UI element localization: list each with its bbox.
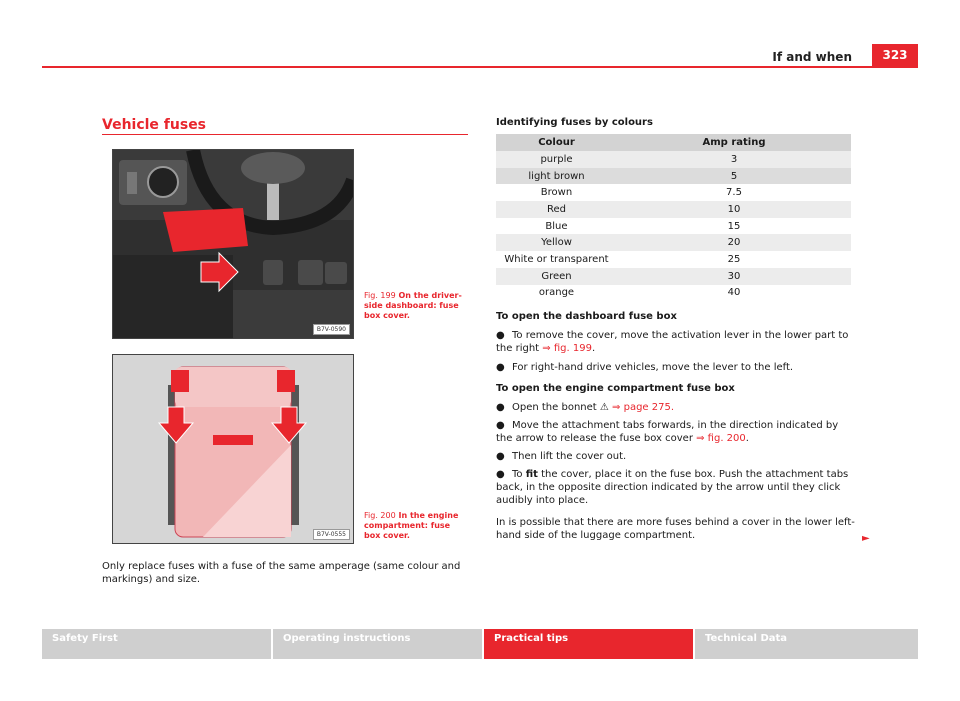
- table-row: [496, 285, 851, 302]
- footer-tab-safety-first[interactable]: Safety First: [42, 629, 271, 659]
- column-header-colour: Colour: [496, 134, 617, 151]
- dashboard-heading: To open the dashboard fuse box: [496, 311, 677, 322]
- figure-engine-fuse-box: [112, 354, 354, 544]
- chapter-title: If and when: [772, 50, 852, 64]
- amp-cell: 7.5: [726, 187, 742, 199]
- page-number: 323: [872, 44, 918, 66]
- fuse-colour-table: [496, 134, 851, 301]
- figure-dashboard-fuse-box: [112, 149, 354, 339]
- caption-text: In the engine compartment: fuse box cover.: [364, 511, 459, 540]
- engine-step-3: [496, 450, 856, 463]
- colour-cell: Green: [496, 268, 617, 285]
- amp-cell: 30: [617, 268, 851, 285]
- table-row: [496, 268, 851, 285]
- colour-cell: purple: [496, 151, 617, 168]
- section-title: Vehicle fuses: [102, 117, 207, 133]
- engine-step-1: [496, 401, 856, 414]
- amp-cell: 25: [727, 253, 741, 265]
- step-text-post: the cover, place it on the fuse box. Push the attachment tabs back, in the opposite direction indicated by the arrow until they click audibly into place.: [496, 469, 849, 506]
- bullet-icon: ●: [496, 330, 505, 341]
- step-text: Open the bonnet: [512, 402, 597, 413]
- luggage-compartment-note: In is possible that there are more fuses behind a cover in the lower left-hand side of the luggage compartment.: [496, 517, 855, 541]
- figure-caption: [364, 511, 468, 541]
- figure-code: B7V-0590: [313, 324, 350, 335]
- bullet-icon: ●: [496, 469, 505, 480]
- dashboard-step-1: ● To remove the cover, move the activation lever in the lower part to the right ⇒ fig. 199.: [496, 330, 849, 354]
- colour-cell: light brown: [496, 168, 617, 185]
- amp-cell: 3: [617, 151, 851, 168]
- colour-cell: Brown: [540, 187, 573, 199]
- bullet-icon: ●: [496, 451, 505, 462]
- engine-heading: To open the engine compartment fuse box: [496, 383, 735, 394]
- footer-tab-practical-tips[interactable]: Practical tips: [484, 629, 693, 659]
- colour-cell: orange: [538, 287, 575, 299]
- colour-cell: White or transparent: [504, 253, 609, 265]
- amp-cell: 15: [727, 220, 741, 232]
- table-title: Identifying fuses by colours: [496, 117, 653, 128]
- table-row: [496, 201, 851, 218]
- caption-text: On the driver-side dashboard: fuse box cover.: [364, 291, 462, 320]
- section-rule: [102, 134, 468, 135]
- step-text: Move the attachment tabs forwards, in the direction indicated by the arrow to release the fuse box cover: [496, 420, 839, 444]
- figure-code: B7V-0555: [313, 529, 350, 540]
- figure-caption: [364, 291, 468, 321]
- fuse-replacement-note: Only replace fuses with a fuse of the same amperage (same colour and markings) and size.: [102, 561, 461, 585]
- engine-step-2: ● Move the attachment tabs forwards, in the direction indicated by the arrow to release the fuse box cover ⇒ fig. 200.: [496, 420, 839, 444]
- bullet-icon: ●: [496, 402, 505, 413]
- amp-cell: 40: [727, 287, 741, 299]
- amp-cell: 20: [617, 234, 851, 251]
- header-rule: [42, 66, 918, 68]
- table-row: [496, 234, 851, 251]
- table-row: [496, 168, 851, 185]
- warning-icon: ⚠: [599, 402, 609, 413]
- figure-link[interactable]: ⇒ fig. 199: [542, 343, 592, 354]
- dashboard-step-2: [496, 361, 856, 374]
- engine-step-4: [496, 468, 856, 507]
- footer-tab-technical-data[interactable]: Technical Data: [695, 629, 918, 659]
- step-text-bold: fit: [525, 469, 538, 480]
- step-text-pre: To: [512, 469, 523, 480]
- bullet-icon: ●: [496, 420, 505, 431]
- table-row: [496, 151, 851, 168]
- caption-number: Fig. 199: [364, 291, 396, 300]
- amp-cell: 5: [617, 168, 851, 185]
- page-link[interactable]: ⇒ page 275.: [612, 402, 675, 413]
- step-text: Then lift the cover out.: [512, 451, 627, 462]
- step-text: For right-hand drive vehicles, move the lever to the left.: [512, 362, 794, 373]
- engine-illustration: [113, 355, 353, 543]
- table-row: [496, 218, 851, 235]
- footer-tab-operating-instructions[interactable]: Operating instructions: [273, 629, 482, 659]
- continue-arrow-icon: ►: [862, 533, 870, 544]
- amp-cell: 10: [617, 201, 851, 218]
- colour-cell: Red: [496, 201, 617, 218]
- table-header-row: [496, 134, 851, 151]
- bullet-icon: ●: [496, 362, 505, 373]
- caption-number: Fig. 200: [364, 511, 396, 520]
- step-text: To remove the cover, move the activation lever in the lower part to the right: [496, 330, 849, 354]
- figure-link[interactable]: ⇒ fig. 200: [696, 433, 746, 444]
- colour-cell: Yellow: [496, 234, 617, 251]
- table-row: [496, 251, 851, 268]
- dashboard-illustration: [113, 150, 353, 338]
- table-row: [496, 184, 851, 201]
- column-header-amp-rating: Amp rating: [617, 134, 851, 151]
- colour-cell: Blue: [545, 220, 568, 232]
